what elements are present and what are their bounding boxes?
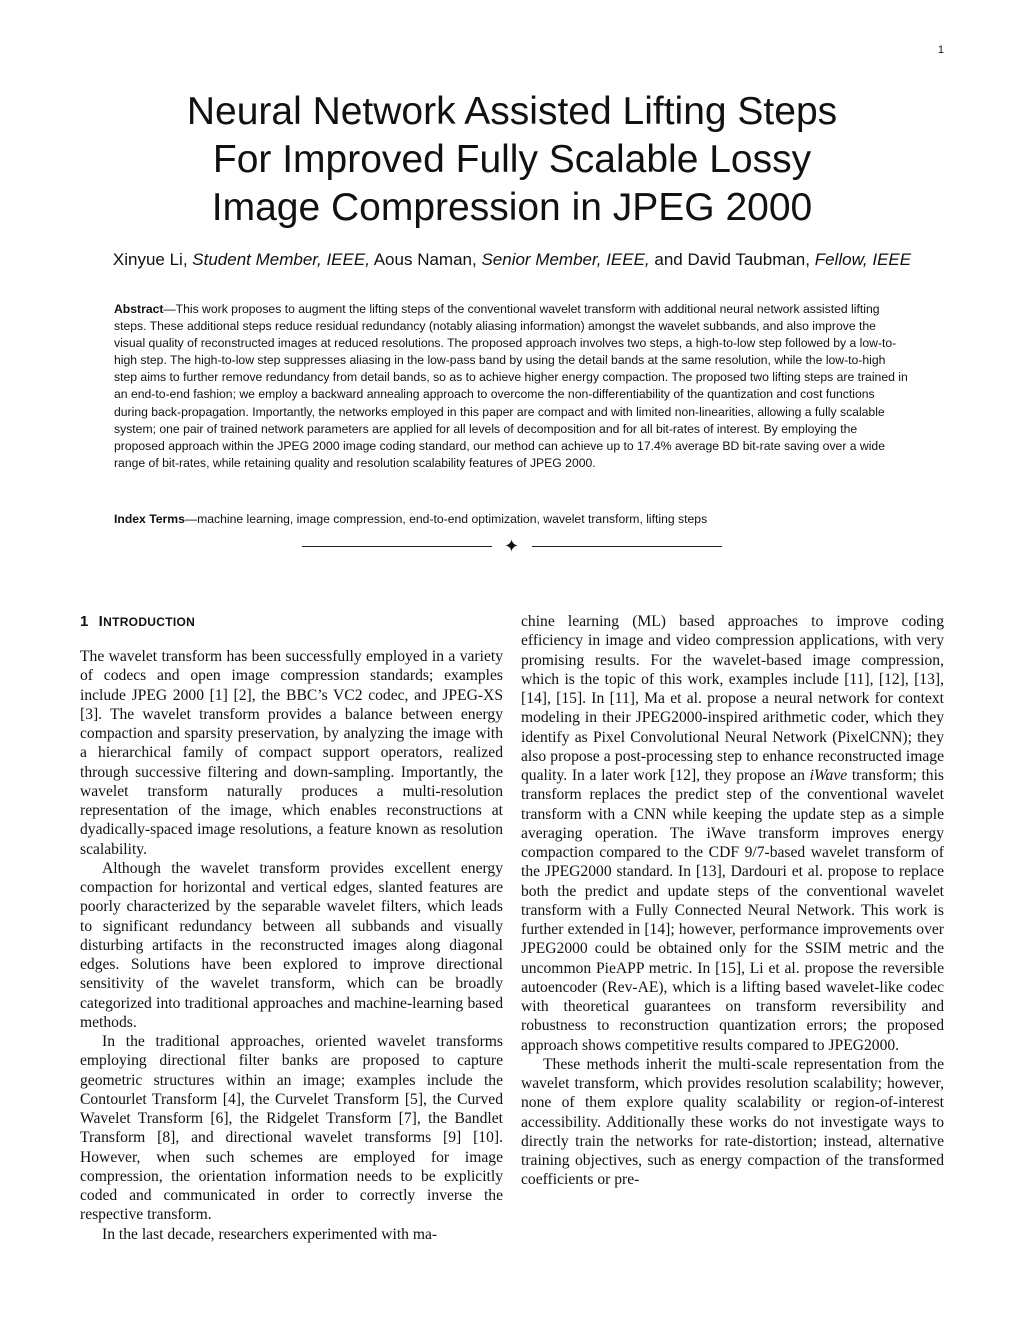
paragraph-text: chine learning (ML) based approaches to improve coding efficiency in image and video compression applications, with very promising results. For the wavelet-based image compression, which is the topic of this work, examples include [11], [12], [13], [14], [15]. In [11], Ma et al. propose a neural network for context modeling in their JPEG2000-inspired arithmetic coder, which they identify as Pixel Convolutional Neural Network (PixelCNN); they also propose a post-processing step to enhance reconstructed image quality. In a later work [12], they propose an [521,613,944,784]
author-affiliation: Fellow, IEEE [814,250,912,269]
title-line: Image Compression in JPEG 2000 [211,186,813,229]
author-name: and David Taubman, [649,250,815,269]
abstract [114,301,910,472]
section-title-rest: NTRODUCTION [103,615,196,629]
paragraph: These methods inherit the multi-scale representation from the wavelet transform, which provides resolution scalability; however, none of them explore quality scalability or region-of-interest accessibility. Additionally these works do not investigate ways to directly train the networks for rate-distortion; instead, alternative training objectives, such as energy compaction of the transformed coefficients or pre- [521,1055,944,1189]
diamond-icon: ✦ [504,536,520,557]
author-list [60,249,964,271]
paragraph [521,612,944,1055]
divider-line-left [302,546,492,547]
index-terms-label: Index Terms [114,512,185,526]
paragraph-text: transform; this transform replaces the predict step of the conventional wavelet transform with a CNN while keeping the update step as a simple averaging operation. The iWave transform improves energy compaction compared to the CDF 9/7-based wavelet transform of the JPEG2000 standard. In [13], Dardouri et al. propose to replace both the predict and update steps of the conventional wavelet transform with a Fully Connected Neural Network. This work is further extended in [14]; however, performance improvements over JPEG2000 could be obtained only for the SSIM metric and the uncommon PieAPP metric. In [15], Li et al. propose the reversible autoencoder (Rev-AE), which is a lifting based wavelet-like codec with theoretical guarantees on transform reversibility and robustness to reconstruction quantization errors; the proposed approach shows competitive results compared to JPEG2000. [521,767,944,1054]
abstract-label: Abstract [114,302,164,316]
paragraph: In the last decade, researchers experimented with ma- [102,1225,438,1243]
author-name: Aous Naman, [369,250,482,269]
title-line: Neural Network Assisted Lifting Steps [186,90,838,133]
title-line: For Improved Fully Scalable Lossy [212,138,812,181]
author-affiliation: Senior Member, IEEE, [481,250,650,269]
author-name: Xinyue Li, [112,250,193,269]
section-heading [80,612,503,632]
paper-title [80,88,944,232]
left-column [80,612,503,1244]
abstract-text: —This work proposes to augment the lifting steps of the conventional wavelet transform with additional neural network assisted lifting steps. These additional steps reduce residual redundancy (notably aliasing information) amongst the wavelet subbands, and also improve the visual quality of reconstructed images at reduced resolutions. The proposed approach involves two steps, a high-to-low step followed by a low-to-high step. The high-to-low step suppresses aliasing in the low-pass band by using the detail bands at the same resolution, while the low-to-high step aims to further remove redundancy from detail bands, so as to achieve higher energy compaction. The proposed two lifting steps are trained in an end-to-end fashion; we employ a backward annealing approach to overcome the non-differentiability of the quantization and cost functions during back-propagation. Importantly, the networks employed in this paper are compact and with limited non-linearities, allowing a fully scalable system; one pair of trained network parameters are applied for all levels of decomposition and for all bit-rates of interest. By employing the proposed approach within the JPEG 2000 image coding standard, our method can achieve up to 17.4% average BD bit-rate saving over a wide range of bit-rates, while retaining quality and resolution scalability features of JPEG 2000. [114,302,908,470]
paragraph: The wavelet transform has been successfully employed in a variety of codecs and open image compression standards; examples include JPEG 2000 [1] [2], the BBC’s VC2 codec, and JPEG-XS [3]. The wavelet transform provides a balance between energy compaction and sparsity preservation, by analyzing the image with a hierarchical family of compact support operators, realized through successive filtering and down-sampling. Importantly, the wavelet transform naturally produces a multi-resolution representation of the image, which enables reconstructions at dyadically-spaced image resolutions, a feature known as resolution scalability. [80,648,503,858]
section-divider [302,537,722,557]
author-affiliation: Student Member, IEEE, [192,250,370,269]
section-title-initial: I [98,613,104,630]
divider-line-right [532,546,722,547]
emphasis-term: iWave [809,767,848,784]
section-number: 1 [80,613,89,630]
paragraph: In the traditional approaches, oriented wavelet transforms employing directional filter banks are proposed to capture geometric structures within an image; examples include the Contourlet Transform [4], the Curvelet Transform [5], the Curved Wavelet Transform [6], the Ridgelet Transform [7], the Bandlet Transform [8], and directional wavelet transforms [9] [10]. However, when such schemes are employed for image compression, the orientation information needs to be explicitly coded and communicated in order to correctly inverse the respective transform. [80,1033,503,1224]
index-terms-text: —machine learning, image compression, end-to-end optimization, wavelet transform, lifting steps [184,512,708,526]
right-column [521,612,944,1190]
page-number: 1 [937,44,944,56]
paragraph: Although the wavelet transform provides excellent energy compaction for horizontal and vertical edges, slanted features are poorly characterized by the separable wavelet filters, which leads to significant redundancy between all subbands and visually disturbing artifacts in the reconstructed images along diagonal edges. Solutions have been explored to improve directional sensitivity of the wavelet transform, which can be broadly categorized into traditional approaches and machine-learning based methods. [80,859,503,1031]
index-terms [114,511,910,528]
